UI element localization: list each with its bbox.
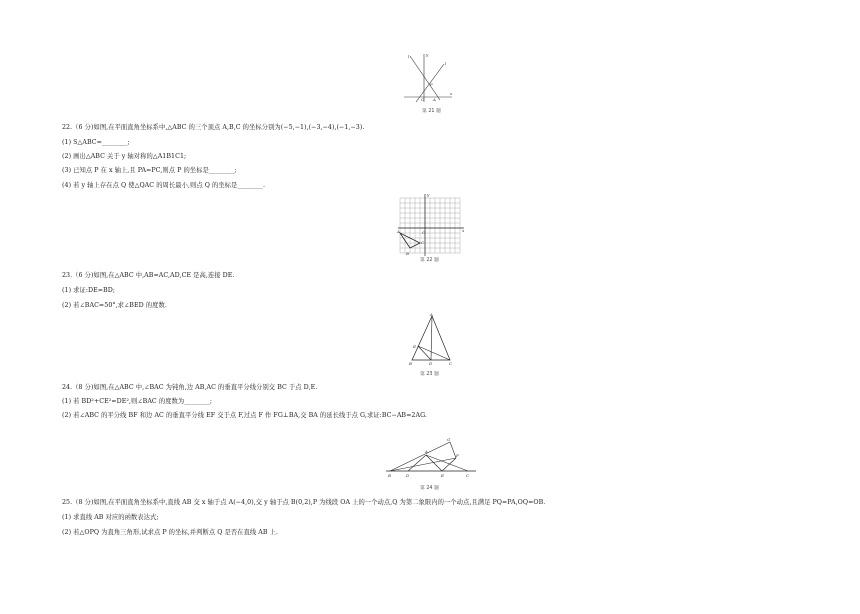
q24-stem: 24.（8 分)如图,在△ABC 中,∠BAC 为钝角,边 AB,AC 的垂直平分线分别交 BC 于点 D,E.	[62, 384, 318, 391]
svg-text:y: y	[426, 52, 429, 57]
q25-stem: 25.（8 分)如图,在平面直角坐标系中,直线 AB 交 x 轴于点 A(−4,0),交 y 轴于点 B(0,2),P 为线段 OA 上的一个动点,Q 为第二象限内的一个动点,且满足 PQ=PA,OQ=OB.	[62, 499, 546, 506]
q25-part1: (1) 求直线 AB 对应的函数表达式;	[62, 514, 159, 521]
svg-text:y: y	[427, 192, 430, 197]
q22-stem: 22.（6 分)如图,在平面直角坐标系中,△ABC 的三个顶点 A,B,C 的坐标分别为(−5,−1),(−3,−4),(−1,−3).	[62, 124, 365, 131]
svg-text:C: C	[466, 473, 470, 478]
svg-text:E: E	[413, 344, 416, 349]
svg-text:D: D	[406, 473, 410, 478]
q22-part4: (4) 若 y 轴上存在点 Q 使△QAC 的周长最小,则点 Q 的坐标是________.	[62, 182, 266, 189]
svg-text:A: A	[433, 97, 436, 102]
q23-stem: 23.（6 分)如图,在△ABC 中,AB=AC,AD,CE 是高,连接 DE.	[62, 272, 235, 279]
svg-text:x: x	[450, 91, 453, 96]
svg-text:D: D	[429, 361, 433, 366]
svg-text:C: C	[421, 240, 425, 245]
q25-part2: (2) 若△OPQ 为直角三角形,试求点 P 的坐标,并判断点 Q 是否在直线 AB 上.	[62, 529, 278, 536]
figure-21-caption: 第 21 题	[422, 109, 441, 114]
svg-text:l: l	[408, 54, 410, 59]
svg-text:l: l	[445, 61, 447, 66]
svg-text:P: P	[430, 82, 433, 87]
q22-part2: (2) 画出△ABC 关于 y 轴对称的△A1B1C1;	[62, 153, 187, 160]
svg-text:C: C	[449, 361, 453, 366]
figure-24	[384, 436, 478, 480]
figure-24-caption: 第 24 题	[420, 486, 439, 491]
figure-22-grid	[396, 192, 466, 260]
svg-text:G: G	[447, 437, 451, 442]
svg-text:O: O	[422, 230, 426, 235]
q23-part1: (1) 求证:DE=BD;	[62, 287, 116, 294]
figure-23	[408, 312, 458, 368]
q24-part1: (1) 若 BD²+CE²=DE²,则∠BAC 的度数为________;	[62, 398, 212, 405]
q24-part2: (2) 若∠ABC 的平分线 BF 和边 AC 的垂直平分线 EF 交于点 F,过点 F 作 FG⊥BA,交 BA 的延长线于点 G,求证:BC−AB=2AG.	[62, 412, 427, 419]
svg-text:A: A	[430, 312, 433, 317]
q22-part3: (3) 已知点 P 在 x 轴上,且 PA=PC,则点 P 的坐标是________;	[62, 167, 237, 174]
figure-23-caption: 第 23 题	[420, 372, 439, 377]
svg-text:F: F	[456, 453, 459, 458]
figure-21	[400, 50, 460, 102]
svg-text:E: E	[441, 473, 444, 478]
svg-text:A: A	[425, 449, 428, 454]
svg-text:A: A	[397, 229, 400, 234]
q23-part2: (2) 若∠BAC=50°,求∠BED 的度数.	[62, 302, 167, 309]
svg-text:B: B	[409, 361, 412, 366]
q22-part1: (1) S△ABC=________;	[62, 139, 130, 146]
svg-text:x: x	[462, 228, 465, 233]
svg-text:B: B	[388, 473, 391, 478]
svg-text:B: B	[406, 251, 409, 256]
figure-22-caption: 第 22 题	[420, 258, 439, 263]
svg-text:O: O	[421, 97, 425, 102]
